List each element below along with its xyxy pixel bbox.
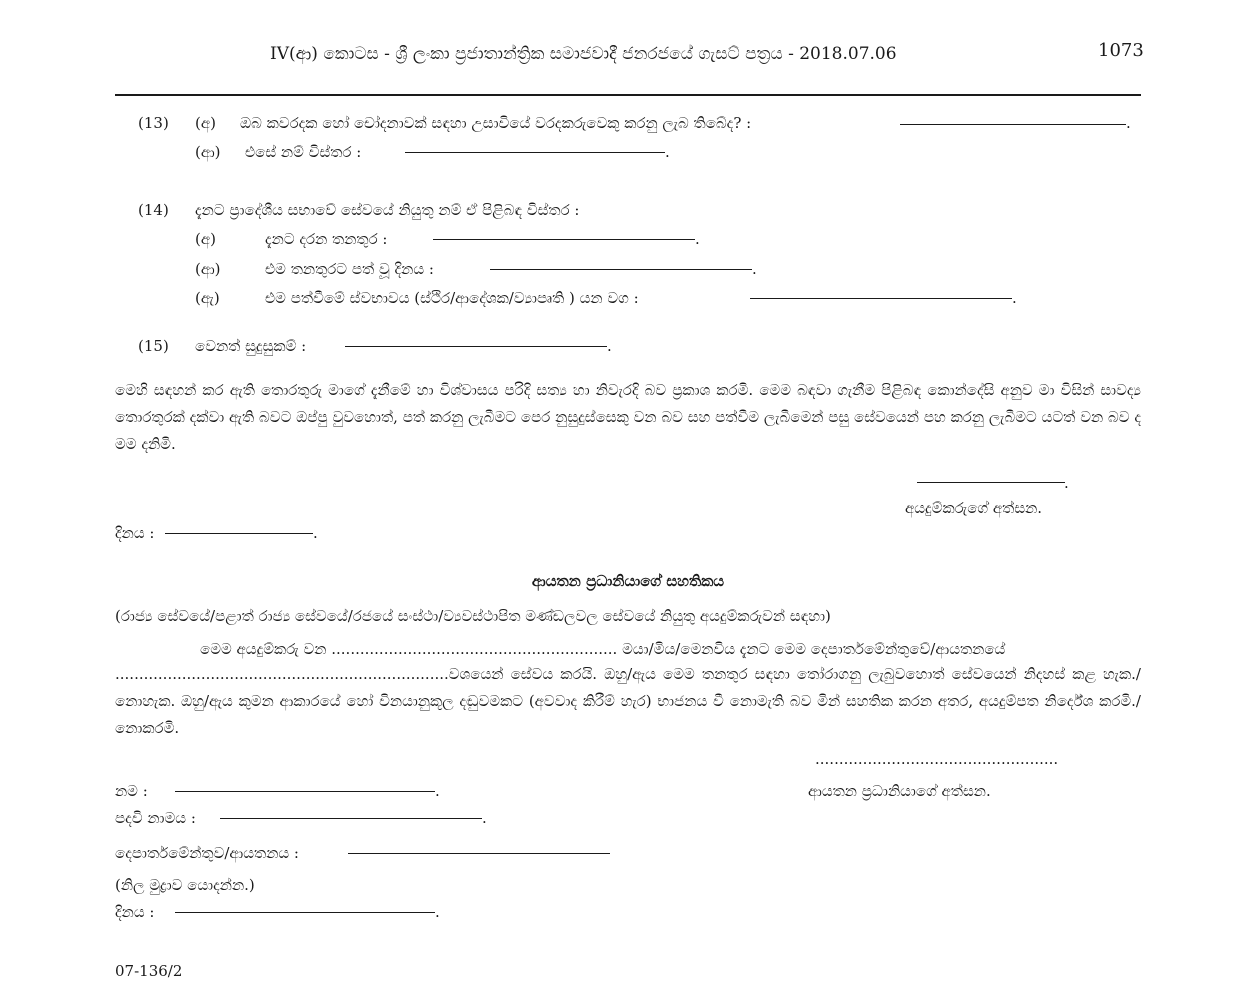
- q14-a-period: .: [695, 230, 700, 248]
- q14-b-label: එම තනතුරට පත් වූ දිනය :: [265, 260, 434, 278]
- applicant-signature-line[interactable]: [917, 482, 1065, 483]
- certificate-line1: මෙම අයදුම්කරු වන ............................................................ මයා/මිය/මෙනවිය දැනට මෙම දෙපාර්තමේන්තුවේ/ආයතනයේ: [200, 640, 1006, 658]
- stamp-note: (නිල මුද්‍රාව යොදන්න.): [115, 876, 255, 894]
- name-label: නම :: [115, 782, 148, 800]
- gazette-header-title: IV(ආ) කොටස - ශ්‍රී ලංකා ප්‍රජාතාන්ත්‍රික සමාජවාදී ජනරජයේ ගැසට් පත්‍රය - 2018.07.06: [270, 44, 897, 64]
- declaration-paragraph: මෙහි සඳහන් කර ඇති තොරතුරු මාගේ දැනීමේ හා විශ්වාසය පරිදි සත්‍ය හා නිවැරදි බව ප්‍රකාශ කරමි. මෙම බඳවා ගැනීම පිළිබඳ කොන්දේසි අනුව මා විසින් සාවද්‍ය තොරතුරක් දක්වා ඇති බවට ඔප්පු වුවහොත්, පත් කරනු ලැබීමට පෙර නුසුදුස්සෙකු වන බව සහ පත්වීම ලැබීමෙන් පසු සේවයෙන් පහ කරනු ලැබීමට යටත් වන බව ද මම දනිමි.: [115, 381, 1141, 453]
- q14-b-marker: (ආ): [195, 260, 221, 278]
- q13-b-answer-line[interactable]: [405, 152, 665, 153]
- q13-a-marker: (අ): [195, 114, 216, 132]
- q13-a-period: .: [1126, 114, 1131, 132]
- certificate-title: ආයතන ප්‍රධානියාගේ සහතිකය: [531, 572, 725, 590]
- designation-answer-line[interactable]: [220, 818, 482, 819]
- department-label: දෙපාර්තමේන්තුව/ආයතනය :: [115, 844, 299, 862]
- designation-label: පදවි නාමය :: [115, 809, 196, 827]
- q13-a-answer-line[interactable]: [900, 124, 1126, 125]
- q14-c-answer-line[interactable]: [750, 298, 1012, 299]
- q14-question: දැනට ප්‍රාදේශීය සභාවේ සේවයේ නියුතු නම් ඒ පිළිබඳ විස්තර :: [195, 201, 580, 219]
- q13-number: (13): [138, 114, 169, 132]
- q15-period: .: [607, 337, 612, 355]
- q13-b-period: .: [665, 143, 670, 161]
- name-answer-line[interactable]: [175, 791, 435, 792]
- page-number: 1073: [1098, 40, 1144, 61]
- head-date-label: දිනය :: [115, 903, 155, 921]
- applicant-signature-period: .: [1064, 474, 1069, 492]
- certificate-body: ......................................................................වශයෙන් සේවය කරයි. ඔහු/ඇය මෙම තනතුර සඳහා තෝරාගනු ලැබුවහොත් සේවයෙන් නිදහස් කළ හැක./නොහැක. ඔහු/ඇය කුමන ආකාරයේ හෝ විනයානුකූල දඬුවමකට (අවවාද කිරීම් හැර) භාජනය වී නොමැති බව මින් සහතික කරන අතර, අයදුම්පත නිර්දේශ කරමි./නොකරමි.: [115, 665, 1141, 737]
- q13-b-marker: (ආ): [195, 143, 221, 161]
- q13-b-label: එසේ නම් විස්තර :: [245, 143, 362, 161]
- certificate-subtitle: (රාජ්‍ය සේවයේ/පළාත් රාජ්‍ය සේවයේ/රජයේ සංස්ථා/ව්‍යවස්ථාපිත මණ්ඩලවල සේවයේ නියුතු අයදුම්කරුවන් සඳහා): [115, 607, 831, 625]
- head-date-line[interactable]: [175, 912, 435, 913]
- header-rule: [115, 94, 1141, 96]
- q15-answer-line[interactable]: [345, 346, 607, 347]
- applicant-date-line[interactable]: [165, 533, 313, 534]
- q15-label: වෙනත් සුදුසුකම් :: [195, 337, 307, 355]
- applicant-date-period: .: [313, 524, 318, 542]
- q15-number: (15): [138, 337, 169, 355]
- q14-b-answer-line[interactable]: [490, 269, 752, 270]
- q13-a-question: [240, 112, 751, 134]
- q14-c-label: එම පත්වීමේ ස්වභාවය (ස්ථිර/ආදේශක/ව්‍යාපෘති ) යන වග :: [265, 289, 639, 307]
- q14-b-period: .: [752, 260, 757, 278]
- q14-number: (14): [138, 201, 169, 219]
- applicant-signature-label: අයදුම්කරුගේ අත්සන.: [905, 499, 1043, 517]
- designation-period: .: [482, 809, 487, 827]
- q13-a-label: ඔබ කවරදක හෝ චෝදනාවක් සඳහා උසාවියේ වරදකරුවෙකු කරනු ලැබ තිබේද? :: [240, 114, 752, 132]
- head-signature-label: ආයතන ප්‍රධානියාගේ අත්සන.: [808, 782, 991, 800]
- q14-a-label: දැනට දරන තනතුර :: [265, 230, 388, 248]
- q14-a-marker: (අ): [195, 230, 216, 248]
- head-date-period: .: [435, 903, 440, 921]
- q14-c-marker: (ඇ): [195, 289, 220, 307]
- name-period: .: [435, 782, 440, 800]
- footer-code: 07-136/2: [115, 962, 183, 980]
- q14-a-answer-line[interactable]: [433, 239, 695, 240]
- head-signature-dots[interactable]: ...................................................: [815, 750, 1059, 768]
- department-answer-line[interactable]: [348, 853, 610, 854]
- q14-c-period: .: [1012, 289, 1017, 307]
- applicant-date-label: දිනය :: [115, 524, 155, 542]
